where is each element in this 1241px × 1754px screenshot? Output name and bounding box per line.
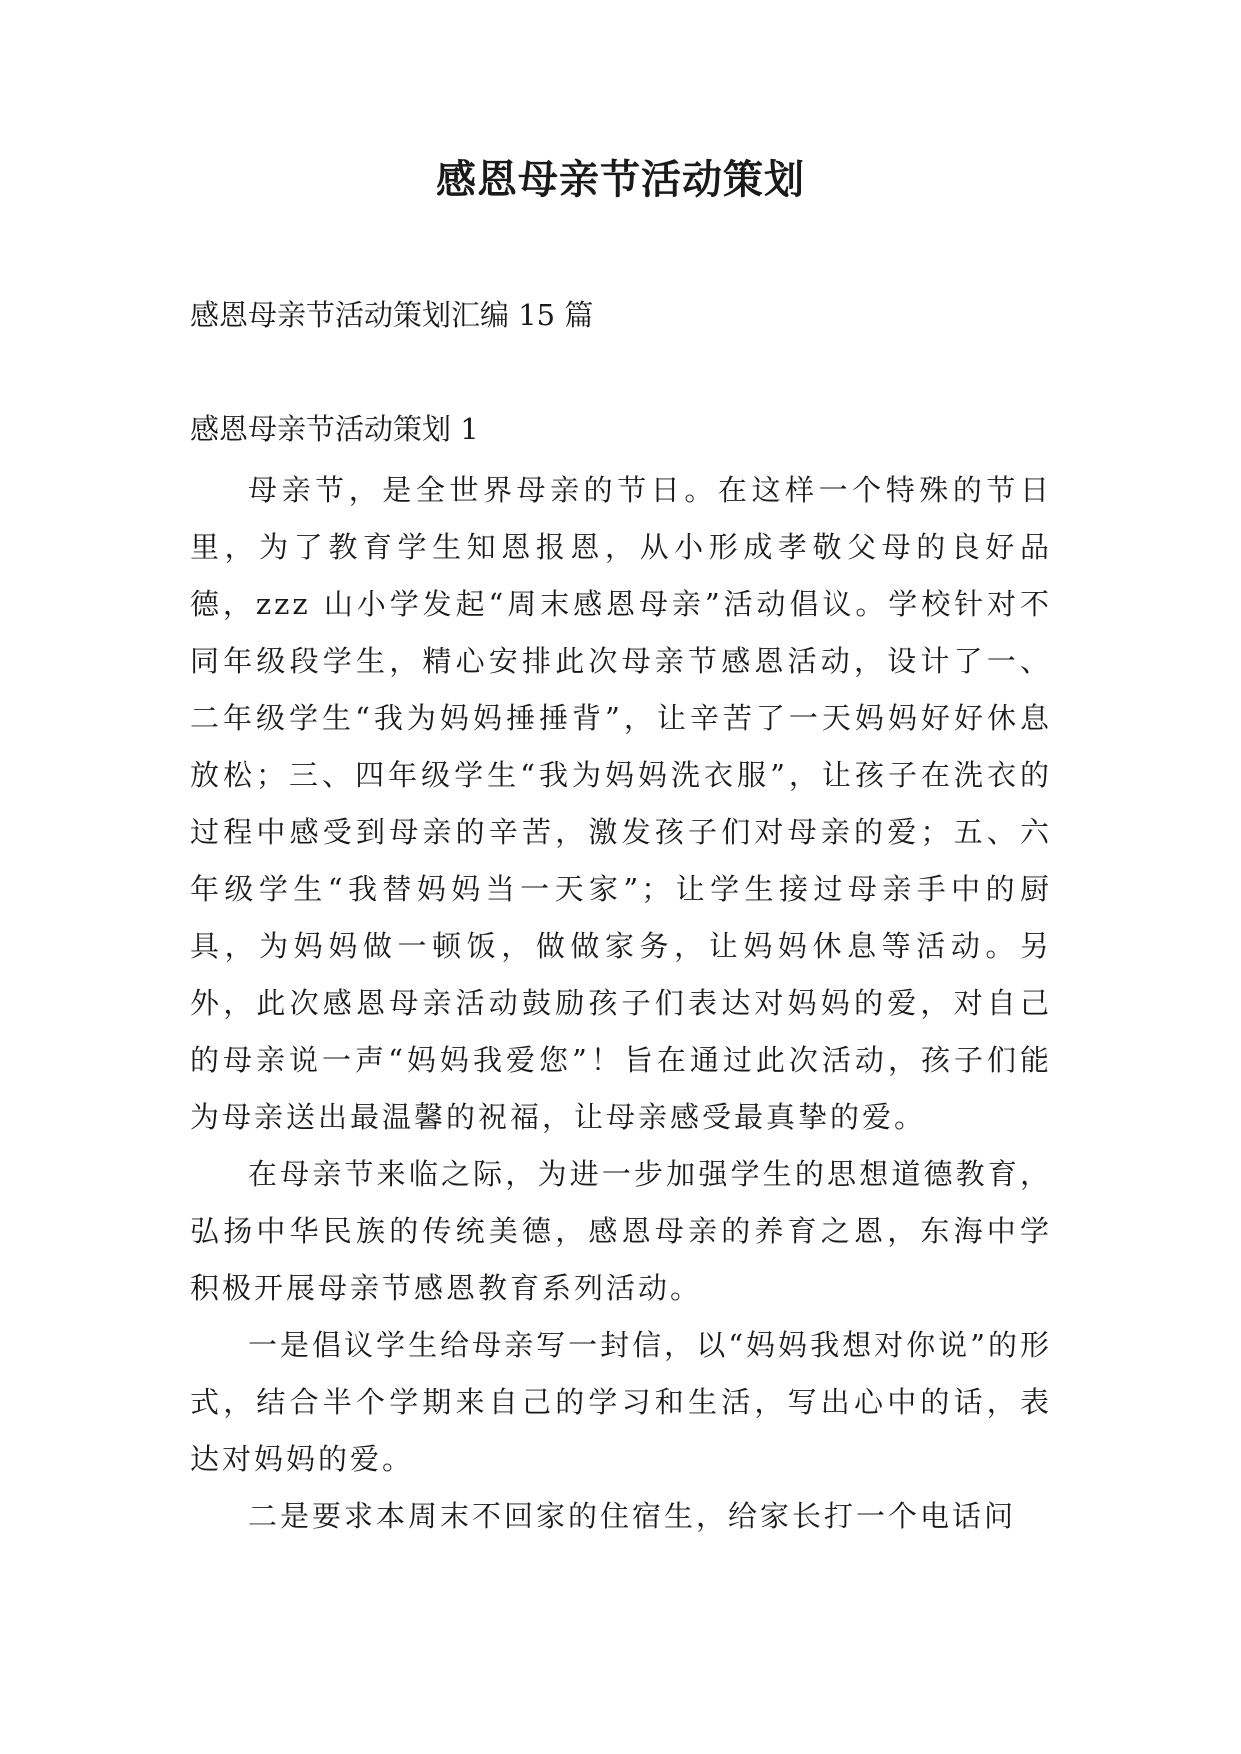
paragraph: 母亲节，是全世界母亲的节日。在这样一个特殊的节日里，为了教育学生知恩报恩，从小形成孝敬父母的良好品德，zzz 山小学发起“周末感恩母亲”活动倡议。学校针对不同年级段学生，精心安排此次母亲节感恩活动，设计了一、二年级学生“我为妈妈捶捶背”，让辛苦了一天妈妈好好休息放松；三、四年级学生“我为妈妈洗衣服”，让孩子在洗衣的过程中感受到母亲的辛苦，激发孩子们对母亲的爱；五、六年级学生“我替妈妈当一天家”；让学生接过母亲手中的厨具，为妈妈做一顿饭，做做家务，让妈妈休息等活动。另外，此次感恩母亲活动鼓励孩子们表达对妈妈的爱，对自己的母亲说一声“妈妈我爱您”！旨在通过此次活动，孩子们能为母亲送出最温馨的祝福，让母亲感受最真挚的爱。	[190, 473, 1052, 1134]
paragraph: 一是倡议学生给母亲写一封信，以“妈妈我想对你说”的形式，结合半个学期来自己的学习和生活，写出心中的话，表达对妈妈的爱。	[190, 1328, 1052, 1476]
document-title: 感恩母亲节活动策划	[436, 156, 805, 203]
body-text	[190, 462, 1052, 1545]
paragraph: 在母亲节来临之际，为进一步加强学生的思想道德教育，弘扬中华民族的传统美德，感恩母亲的养育之恩，东海中学积极开展母亲节感恩教育系列活动。	[190, 1157, 1052, 1305]
paragraph: 二是要求本周末不回家的住宿生，给家长打一个电话问	[248, 1499, 1017, 1533]
document-subtitle: 感恩母亲节活动策划汇编 15 篇	[190, 298, 594, 332]
section-heading: 感恩母亲节活动策划 1	[190, 412, 479, 446]
